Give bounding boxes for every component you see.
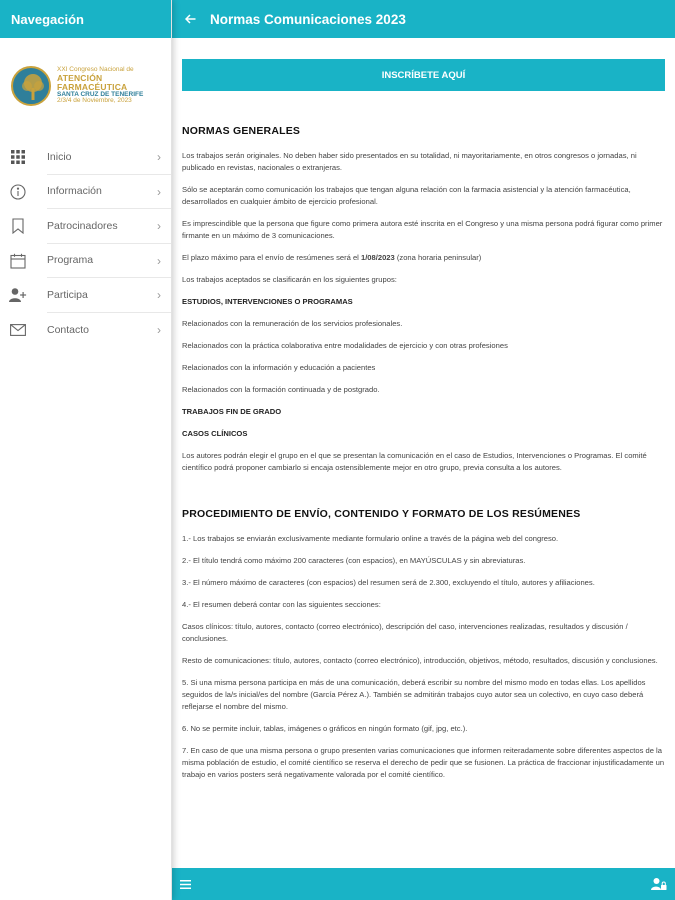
list-item: 7. En caso de que una misma persona o grupo presenten varias comunicaciones que informen reiteradamente sobre diferentes aspectos de la misma población de estudio, el comité científico se reserva el derecho de pedir que se fusionen. La práctica de fraccionar injustificadamente un trabajo en varios posters será negativamente valorada por el comité científico. — [182, 746, 665, 779]
group-item: Relacionados con la práctica colaborativa entre modalidades de ejercicio y con otras profesiones — [182, 341, 508, 350]
logo-line1: XXI Congreso Nacional de — [57, 65, 134, 73]
list-item: 5. Si una misma persona participa en más de una comunicación, deberá escribir su nombre del mismo modo en todas ellas. Los apellidos seguidos de la/s inicial/es del nombre (García Pérez A.). También se admitirán trabajos cuyo autor sea un colectivo, en cuyo caso deberá reflejarse el nombre del mismo. — [182, 678, 646, 711]
chevron-right-icon: › — [157, 150, 161, 165]
sidebar-item-label: Patrocinadores — [47, 209, 171, 244]
group-heading: ESTUDIOS, INTERVENCIONES O PROGRAMAS — [182, 297, 353, 306]
list-item: 2.- El título tendrá como máximo 200 caracteres (con espacios), en MAYÚSCULAS y sin abreviaturas. — [182, 556, 526, 565]
logo-line4: SANTA CRUZ DE TENERIFE — [57, 90, 144, 98]
paragraph: Es imprescindible que la persona que figure como primera autora esté inscrita en el Congreso y una misma persona podrá figurar como primer firmante en un máximo de 3 comunicaciones. — [182, 219, 663, 240]
chevron-right-icon: › — [157, 253, 161, 268]
sidebar-item-label: Contacto — [47, 323, 90, 336]
sidebar-item-label: Información — [47, 175, 171, 210]
group-heading: CASOS CLÍNICOS — [182, 429, 248, 438]
group-item: Relacionados con la remuneración de los servicios profesionales. — [182, 319, 403, 328]
calendar-icon — [0, 253, 36, 269]
paragraph: Sólo se aceptarán como comunicación los trabajos que tengan alguna relación con la farmacia asistencial y la atención farmacéutica, desarrollados en cualquier ámbito de ejercicio profesional. — [182, 185, 631, 206]
sidebar-item-programa[interactable] — [0, 244, 171, 279]
content-area — [172, 38, 675, 868]
chevron-right-icon: › — [157, 322, 161, 337]
paragraph: Los autores podrán elegir el grupo en el que se presentan la comunicación en el caso de Estudios, Intervenciones o Programas. El comité científico podrá proponer cambiarlo si encaja ostensiblemente mejor en otro grupo, previa consulta a los autores. — [182, 451, 647, 472]
article — [182, 125, 665, 781]
grid-icon — [0, 150, 36, 164]
page-title: Normas Comunicaciones 2023 — [210, 11, 406, 27]
chevron-right-icon: › — [157, 219, 161, 234]
deadline-text-before: El plazo máximo para el envío de resúmenes será el — [182, 253, 361, 262]
register-button[interactable]: INSCRÍBETE AQUÍ — [182, 59, 665, 91]
sidebar-item-participa[interactable] — [0, 278, 171, 313]
sidebar-item-patrocinadores[interactable] — [0, 209, 171, 244]
chevron-right-icon: › — [157, 288, 161, 303]
list-item: 6. No se permite incluir, tablas, imágenes o gráficos en ningún formato (gif, jpg, etc.). — [182, 724, 468, 733]
logo-line2: ATENCIÓN — [57, 72, 103, 83]
logo-line5: 2/3/4 de Noviembre, 2023 — [57, 97, 132, 105]
sidebar-item-label: Programa — [47, 244, 171, 279]
sidebar-item-contacto[interactable] — [0, 313, 171, 348]
chevron-right-icon: › — [157, 184, 161, 199]
app-bar — [172, 0, 675, 38]
section-heading-general: NORMAS GENERALES — [182, 125, 301, 137]
group-item: Relacionados con la formación continuada y de postgrado. — [182, 385, 380, 394]
bottom-bar — [172, 868, 675, 900]
list-item: 1.- Los trabajos se enviarán exclusivamente mediante formulario online a través de la página web del congreso. — [182, 534, 559, 543]
sidebar-item-inicio[interactable] — [0, 140, 171, 175]
info-icon — [0, 184, 36, 200]
sidebar-item-label: Inicio — [47, 140, 171, 175]
add-user-icon — [0, 287, 36, 303]
hamburger-icon[interactable] — [180, 877, 191, 892]
deadline-paragraph — [182, 252, 665, 264]
sidebar-item-label: Participa — [47, 278, 171, 313]
list-item: Casos clínicos: título, autores, contacto (correo electrónico), descripción del caso, intervenciones realizadas, resultados y discusión / conclusiones. — [182, 622, 628, 643]
section-heading-procedure: PROCEDIMIENTO DE ENVÍO, CONTENIDO Y FORMATO DE LOS RESÚMENES — [182, 508, 581, 520]
back-arrow-icon[interactable] — [172, 14, 208, 24]
mail-icon — [0, 324, 36, 336]
list-item: 3.- El número máximo de caracteres (con espacios) del resumen será de 2.300, excluyendo el título, autores y afiliaciones. — [182, 578, 595, 587]
congress-logo[interactable] — [0, 52, 171, 120]
paragraph: Los trabajos aceptados se clasificarán en los siguientes grupos: — [182, 275, 397, 284]
bookmark-icon — [0, 218, 36, 234]
drawer-title: Navegación — [0, 0, 171, 38]
list-item: 4.- El resumen deberá contar con las siguientes secciones: — [182, 600, 381, 609]
logo-line3: FARMACÉUTICA — [57, 81, 128, 92]
sidebar-item-informacion[interactable] — [0, 175, 171, 210]
sidebar-nav — [0, 140, 171, 347]
group-heading: TRABAJOS FIN DE GRADO — [182, 407, 282, 416]
deadline-text-after: (zona horaria peninsular) — [394, 253, 482, 262]
paragraph: Los trabajos serán originales. No deben haber sido presentados en su totalidad, ni mayoritariamente, en otros congresos o jornadas, ni publicado en revistas, nacionales o extranjeras. — [182, 151, 637, 172]
group-item: Relacionados con la información y educación a pacientes — [182, 363, 376, 372]
list-item: Resto de comunicaciones: título, autores, contacto (correo electrónico), introducción, objetivos, método, resultados, discusión y conclusiones. — [182, 656, 658, 665]
tree-logo-icon — [11, 66, 51, 106]
navigation-drawer — [0, 0, 172, 900]
deadline-date: 1/08/2023 — [360, 253, 395, 262]
user-lock-icon[interactable] — [651, 877, 667, 891]
